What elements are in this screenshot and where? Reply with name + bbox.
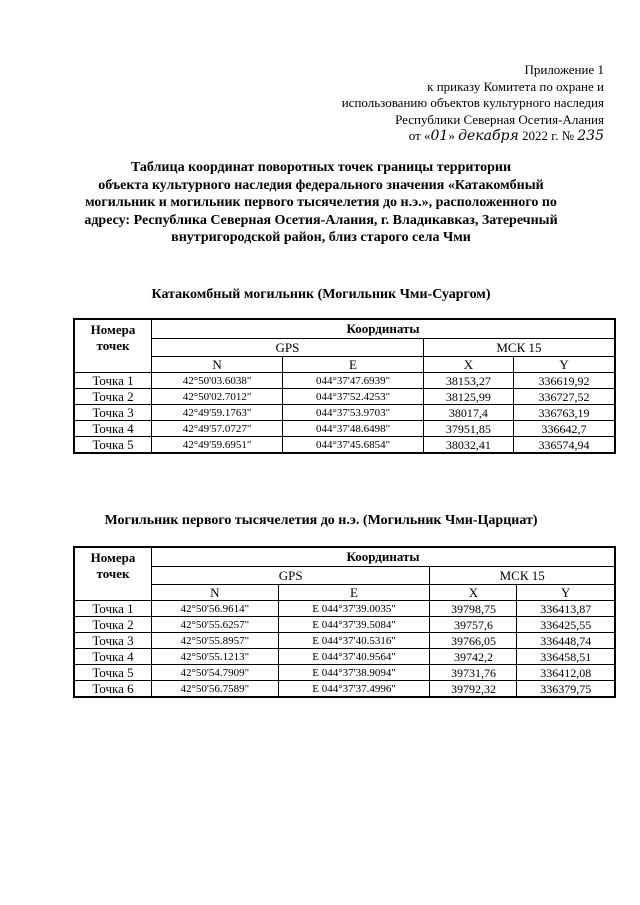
point-label: Точка 3 [74,405,152,421]
table-2-subtitle: Могильник первого тысячелетия до н.э. (Могильник Чми-Царциат) [104,513,538,528]
gps-e-cell: E 044°37'39.5084" [278,617,430,633]
gps-n-cell: 42°50'55.6257" [152,617,279,633]
gps-n-cell: 42°50'56.9614" [152,601,279,617]
gps-n-cell: 42°49'57.0727" [152,421,283,437]
msk-x-cell: 39766,05 [430,633,517,649]
msk-y-cell: 336412,08 [517,665,615,681]
appendix-committee: использованию объектов культурного наследия [341,95,604,110]
gps-header: GPS [152,339,424,357]
point-label: Точка 2 [74,617,152,633]
col-x-header: X [430,585,517,601]
appendix-date-line [342,128,604,145]
col-e-header: E [278,585,430,601]
title-line: Таблица координат поворотных точек границы территории [130,160,512,175]
coordinates-header: Координаты [152,319,616,339]
msk-x-cell: 38125,99 [423,389,513,405]
msk-x-cell: 39757,6 [430,617,517,633]
table-row [74,373,615,389]
gps-e-cell: E 044°37'39.0035" [278,601,430,617]
gps-e-cell: 044°37'47.6939" [283,373,424,389]
msk-x-cell: 39798,75 [430,601,517,617]
gps-n-cell: 42°50'55.1213" [152,649,279,665]
point-label: Точка 1 [74,601,152,617]
msk-x-cell: 39731,76 [430,665,517,681]
gps-e-cell: 044°37'48.6498" [283,421,424,437]
point-label: Точка 5 [74,665,152,681]
msk-x-cell: 39792,32 [430,681,517,698]
msk-header: МСК 15 [423,339,615,357]
msk-header: МСК 15 [430,567,615,585]
msk-y-cell: 336379,75 [517,681,615,698]
point-label: Точка 3 [74,633,152,649]
gps-e-cell: 044°37'45.6854" [283,437,424,454]
order-number: 235 [577,128,604,144]
msk-y-cell: 336413,87 [517,601,615,617]
date-month: декабря [458,128,519,144]
gps-e-cell: E 044°37'40.5316" [278,633,430,649]
gps-n-cell: 42°50'55.8957" [152,633,279,649]
table-row [74,665,615,681]
gps-n-cell: 42°50'03.6038" [152,373,283,389]
col-n-header: N [152,585,279,601]
gps-n-cell: 42°49'59.6951" [152,437,283,454]
table-row [74,405,615,421]
msk-y-cell: 336458,51 [517,649,615,665]
title-line: внутригородской район, близ старого села Чми [171,230,471,245]
date-day: 01 [430,128,449,144]
table-row [74,601,615,617]
gps-e-cell: E 044°37'37.4996" [278,681,430,698]
appendix-header [342,62,604,145]
table-row [74,437,615,454]
msk-x-cell: 39742,2 [430,649,517,665]
table-row [74,649,615,665]
table-row [74,681,615,698]
table-row [74,633,615,649]
date-prefix: от « [408,128,431,143]
coordinates-table-1 [73,318,616,454]
table-row [74,389,615,405]
point-label: Точка 1 [74,373,152,389]
msk-y-cell: 336448,74 [517,633,615,649]
msk-x-cell: 38032,41 [423,437,513,454]
msk-y-cell: 336425,55 [517,617,615,633]
coordinates-header: Координаты [152,547,616,567]
table-row [74,617,615,633]
col-y-header: Y [514,357,615,373]
gps-n-cell: 42°50'56.7589" [152,681,279,698]
msk-x-cell: 38153,27 [423,373,513,389]
msk-y-cell: 336574,94 [514,437,615,454]
table-1-subtitle: Катакомбный могильник (Могильник Чми-Суаргом) [151,287,491,302]
table-row [74,421,615,437]
gps-header: GPS [152,567,430,585]
gps-n-cell: 42°49'59.1763" [152,405,283,421]
point-label: Точка 4 [74,649,152,665]
title-line: объекта культурного наследия федерального значения «Катакомбный [98,177,544,193]
date-mid: » [448,128,455,143]
point-label: Точка 4 [74,421,152,437]
points-header: Номера точек [74,547,152,601]
point-label: Точка 5 [74,437,152,454]
gps-e-cell: 044°37'52.4253" [283,389,424,405]
appendix-label: Приложение 1 [524,62,604,77]
appendix-order-ref: к приказу Комитета по охране и [427,78,604,94]
gps-e-cell: E 044°37'40.9564" [278,649,430,665]
coordinates-table-2 [73,546,616,698]
title-line: могильник и могильник первого тысячелетия до н.э.», расположенного по [85,195,557,210]
appendix-republic: Республики Северная Осетия-Алания [395,111,604,127]
msk-y-cell: 336763,19 [514,405,615,421]
msk-y-cell: 336642,7 [514,421,615,437]
msk-y-cell: 336727,52 [514,389,615,405]
msk-y-cell: 336619,92 [514,373,615,389]
point-label: Точка 6 [74,681,152,698]
gps-e-cell: 044°37'53.9703" [283,405,424,421]
col-x-header: X [423,357,513,373]
gps-n-cell: 42°50'02.7012" [152,389,283,405]
msk-x-cell: 38017,4 [423,405,513,421]
points-header: Номера точек [74,319,152,373]
gps-n-cell: 42°50'54.7909" [152,665,279,681]
col-n-header: N [152,357,283,373]
col-e-header: E [283,357,424,373]
gps-e-cell: E 044°37'38.9094" [278,665,430,681]
title-line: адресу: Республика Северная Осетия-Алания, г. Владикавказ, Затеречный [84,212,558,228]
point-label: Точка 2 [74,389,152,405]
document-title [40,159,602,247]
date-suffix: 2022 г. № [521,128,575,143]
msk-x-cell: 37951,85 [423,421,513,437]
col-y-header: Y [517,585,615,601]
